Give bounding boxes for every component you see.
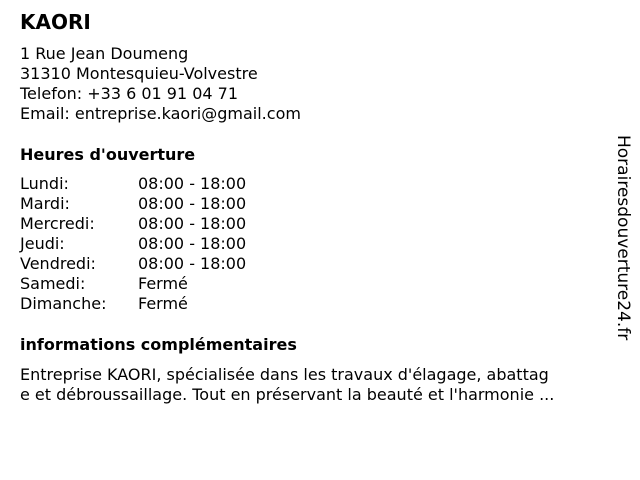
day-hours: 08:00 - 18:00 <box>138 234 247 253</box>
day-hours: Fermé <box>138 274 188 293</box>
hours-row-tuesday <box>20 194 246 214</box>
day-hours: 08:00 - 18:00 <box>138 194 247 213</box>
day-label: Jeudi: <box>20 234 65 253</box>
info-heading: informations complémentaires <box>20 335 297 354</box>
hours-table <box>20 174 246 314</box>
day-hours: 08:00 - 18:00 <box>138 174 247 193</box>
contact-block <box>20 44 301 124</box>
hours-row-saturday <box>20 274 246 294</box>
hours-row-wednesday <box>20 214 246 234</box>
phone-line: Telefon: +33 6 01 91 04 71 <box>20 84 239 103</box>
day-hours: Fermé <box>138 294 188 313</box>
day-label: Mercredi: <box>20 214 95 233</box>
hours-row-thursday <box>20 234 246 254</box>
day-label: Dimanche: <box>20 294 107 313</box>
day-label: Samedi: <box>20 274 86 293</box>
day-hours: 08:00 - 18:00 <box>138 214 247 233</box>
description-line-2: e et débroussaillage. Tout en préservant la beauté et l'harmonie ... <box>20 385 555 404</box>
hours-heading: Heures d'ouverture <box>20 145 196 164</box>
day-hours: 08:00 - 18:00 <box>138 254 247 273</box>
address-line-2: 31310 Montesquieu-Volvestre <box>20 64 258 83</box>
address-line-1: 1 Rue Jean Doumeng <box>20 44 189 63</box>
description-text <box>20 365 610 405</box>
business-name: KAORI <box>20 10 91 34</box>
hours-row-friday <box>20 254 246 274</box>
site-watermark: Horairesdouverture24.fr <box>613 135 633 341</box>
day-label: Mardi: <box>20 194 70 213</box>
day-label: Lundi: <box>20 174 69 193</box>
description-line-1: Entreprise KAORI, spécialisée dans les travaux d'élagage, abattag <box>20 365 549 384</box>
day-label: Vendredi: <box>20 254 96 273</box>
hours-row-sunday <box>20 294 246 314</box>
hours-row-monday <box>20 174 246 194</box>
email-line: Email: entreprise.kaori@gmail.com <box>20 104 301 123</box>
